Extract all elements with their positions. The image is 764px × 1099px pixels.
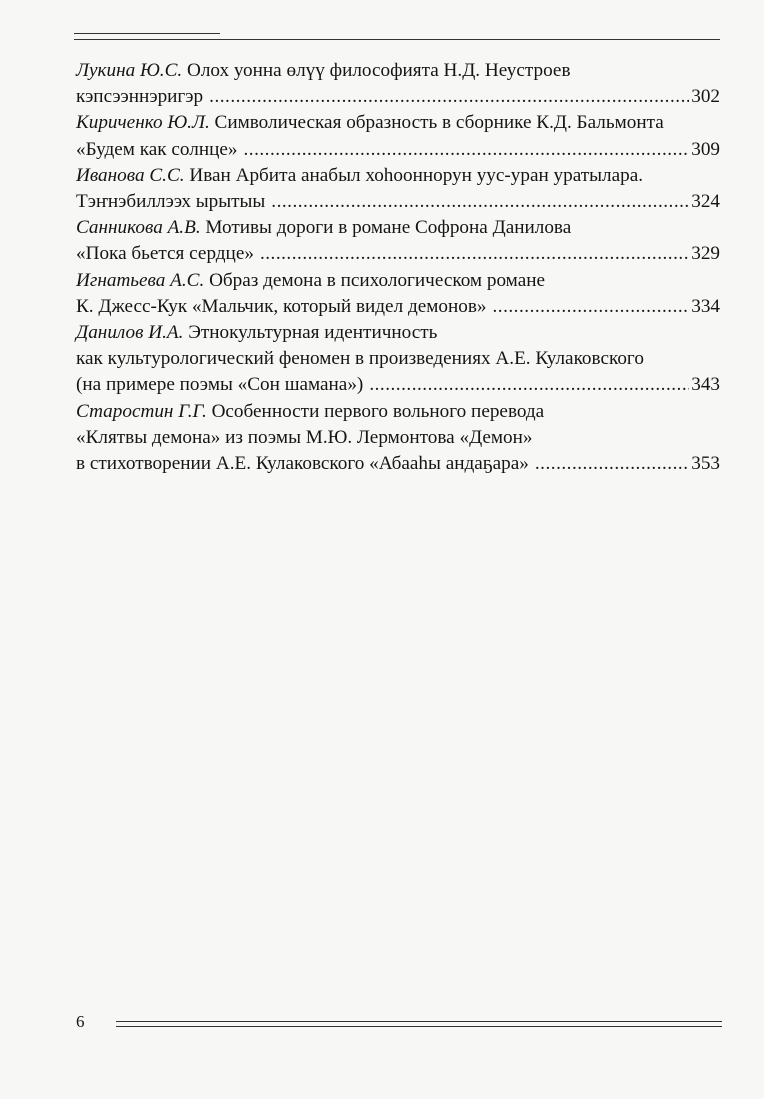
toc-title-line: (на примере поэмы «Сон шамана») [76,374,364,396]
table-of-contents [76,58,720,477]
toc-entry-last-line [76,372,720,398]
toc-title-line: «Клятвы демона» из поэмы М.Ю. Лермонтова «Демон» [76,426,533,448]
bottom-rule [116,1021,722,1022]
toc-entry-last-line [76,451,720,477]
toc-title-line: Этнокультурная идентичность [188,322,438,344]
toc-entry-first-line [76,215,720,241]
toc-title-line: Мотивы дороги в романе Софрона Данилова [205,217,572,239]
toc-entry [76,163,720,215]
toc-title-line: Символическая образность в сборнике К.Д. Бальмонта [214,112,664,134]
bottom-rule [116,1026,722,1027]
toc-entry-last-line [76,137,720,163]
toc-entry-first-line [76,268,720,294]
toc-title-line: Олох уонна өлүү философията Н.Д. Неустроев [186,60,571,81]
toc-entry-last-line [76,189,720,215]
toc-author: Иванова С.С. [76,164,185,186]
toc-author: Данилов И.А. [76,322,184,344]
toc-title-line: «Пока бьется сердце» [76,243,254,265]
toc-page-number: 309 [691,138,720,160]
toc-page-number: 334 [691,295,720,317]
toc-author: Санникова А.В. [76,217,201,239]
top-rule-long [74,39,720,40]
toc-title-line: в стихотворении А.Е. Кулаковского «Абааһы андаҕара» [76,453,529,475]
dot-leader [535,451,689,477]
toc-page-number: 353 [691,453,720,475]
toc-entry [76,110,720,162]
footer-page-number: 6 [76,1012,85,1031]
toc-entry [76,215,720,267]
toc-title-line: Иван Арбита анабыл хоһооннорун уус-уран уратылара. [189,164,644,186]
toc-title-line: «Будем как солнце» [76,138,238,160]
dot-leader [492,294,689,320]
dot-leader [243,137,689,163]
toc-entry [76,320,720,399]
toc-title-line: Особенности первого вольного перевода [211,400,545,422]
toc-title-line: кэпсээннэригэр [76,86,204,108]
toc-entry-first-line [76,399,720,425]
toc-page-number: 302 [691,86,720,108]
toc-author: Игнатьева А.С. [76,269,205,291]
toc-page-number: 324 [691,191,720,213]
toc-title-line: как культурологический феномен в произведениях А.Е. Кулаковского [76,348,644,370]
toc-entry-first-line [76,58,720,84]
top-rule-short [74,33,220,34]
toc-entry-first-line [76,110,720,136]
toc-page-number: 343 [691,374,720,396]
toc-author: Лукина Ю.С. [76,60,183,81]
toc-entry [76,399,720,478]
dot-leader [271,189,689,215]
toc-entry-first-line [76,320,720,346]
dot-leader [369,372,689,398]
toc-title-line: К. Джесс-Кук «Мальчик, который видел демонов» [76,295,487,317]
toc-entry-last-line [76,84,720,110]
toc-title-line: Тэҥнэбиллээх ырытыы [76,191,266,213]
toc-title-line: Образ демона в психологическом романе [209,269,545,291]
dot-leader [260,241,689,267]
toc-entry-first-line [76,163,720,189]
toc-entry [76,268,720,320]
toc-entry-last-line [76,294,720,320]
toc-page-number: 329 [691,243,720,265]
toc-author: Кириченко Ю.Л. [76,112,210,134]
toc-entry-last-line [76,241,720,267]
toc-entry [76,58,720,110]
dot-leader [209,84,689,110]
toc-author: Старостин Г.Г. [76,400,207,422]
